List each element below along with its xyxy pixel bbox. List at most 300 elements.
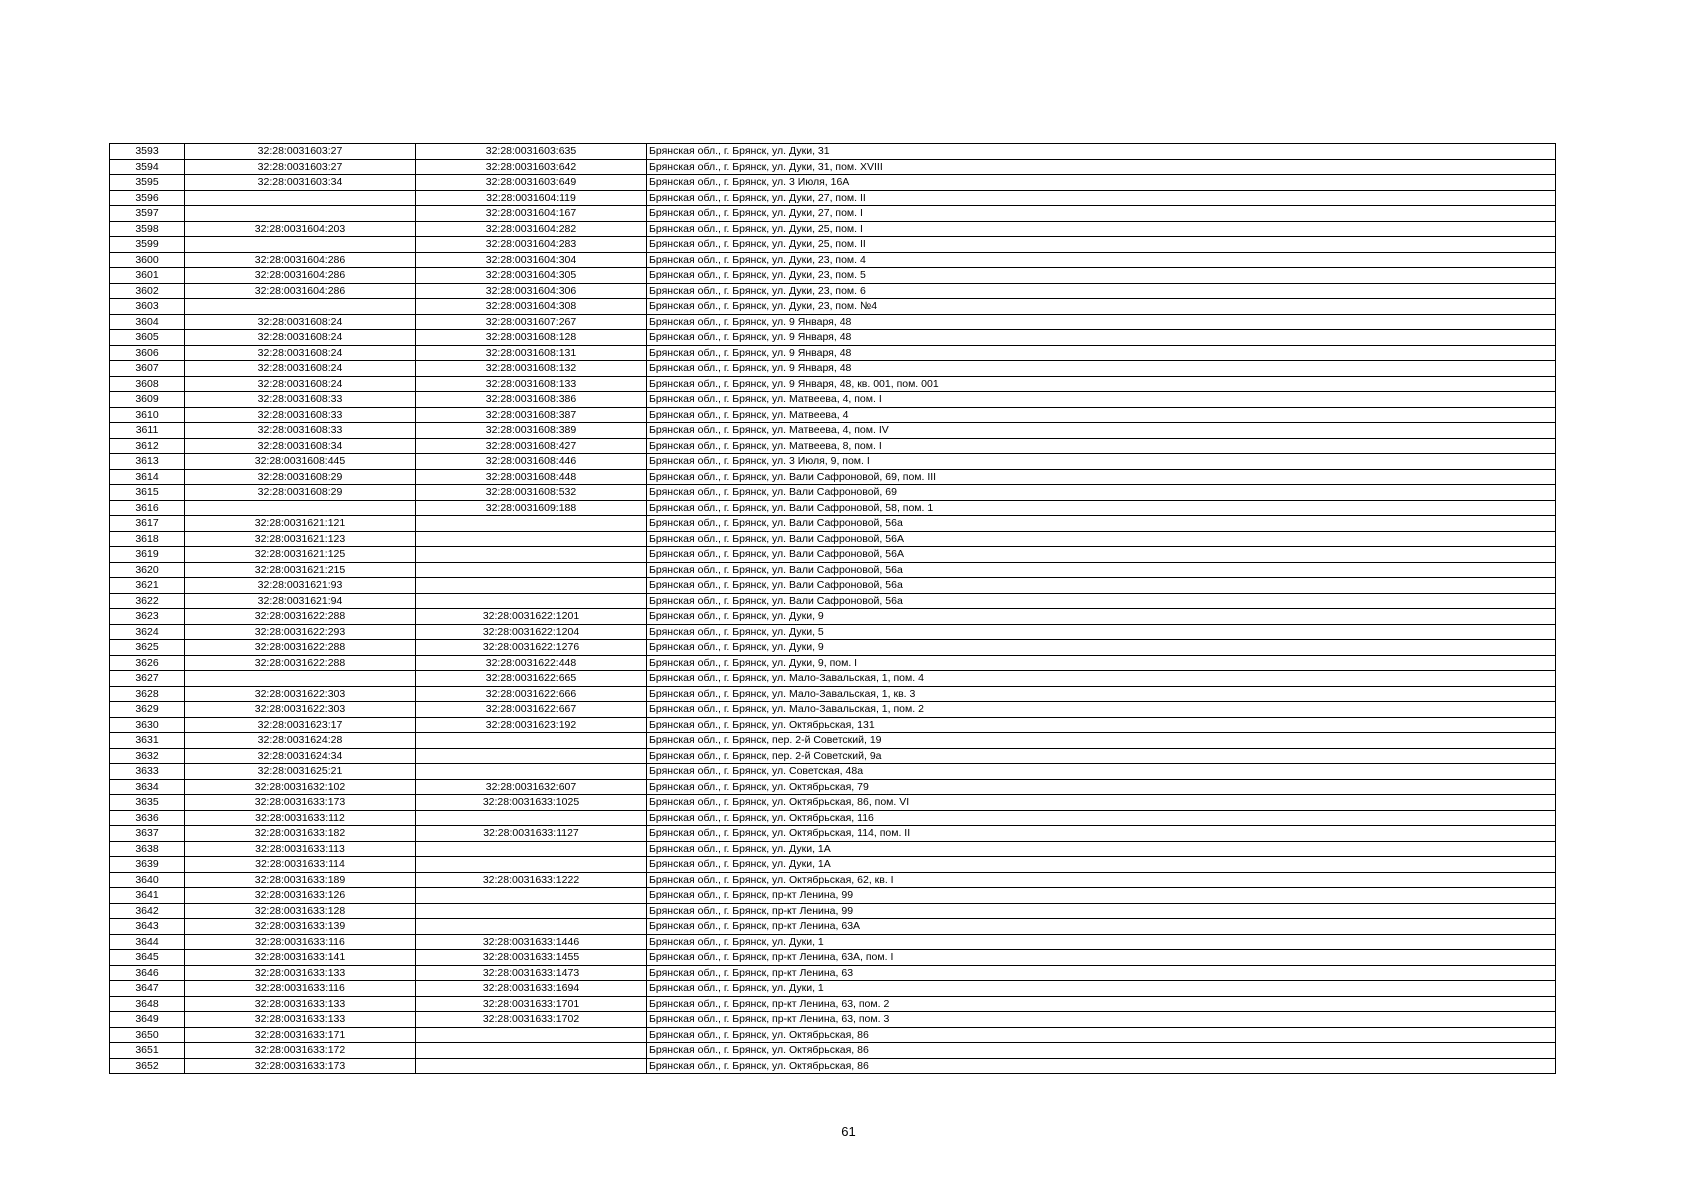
row-number-cell: 3640 <box>110 872 185 888</box>
address-cell: Брянская обл., г. Брянск, ул. 9 Января, 48 <box>647 345 1556 361</box>
table-row <box>110 826 1556 842</box>
table-row <box>110 547 1556 563</box>
object-cadastral-number-cell: 32:28:0031608:389 <box>416 423 647 439</box>
address-cell: Брянская обл., г. Брянск, пр-кт Ленина, 63, пом. 3 <box>647 1012 1556 1028</box>
address-cell: Брянская обл., г. Брянск, ул. Дуки, 9, пом. I <box>647 655 1556 671</box>
object-cadastral-number-cell <box>416 531 647 547</box>
object-cadastral-number-cell: 32:28:0031603:642 <box>416 159 647 175</box>
object-cadastral-number-cell <box>416 764 647 780</box>
object-cadastral-number-cell: 32:28:0031633:1446 <box>416 934 647 950</box>
land-cadastral-number-cell: 32:28:0031625:21 <box>185 764 416 780</box>
page-number: 61 <box>841 1124 856 1139</box>
object-cadastral-number-cell: 32:28:0031622:448 <box>416 655 647 671</box>
address-cell: Брянская обл., г. Брянск, ул. Дуки, 1А <box>647 841 1556 857</box>
address-cell: Брянская обл., г. Брянск, ул. Вали Сафроновой, 58, пом. 1 <box>647 500 1556 516</box>
object-cadastral-number-cell <box>416 888 647 904</box>
table-row <box>110 485 1556 501</box>
row-number-cell: 3642 <box>110 903 185 919</box>
object-cadastral-number-cell: 32:28:0031633:1701 <box>416 996 647 1012</box>
land-cadastral-number-cell: 32:28:0031633:128 <box>185 903 416 919</box>
address-cell: Брянская обл., г. Брянск, пр-кт Ленина, 63, пом. 2 <box>647 996 1556 1012</box>
table-row <box>110 190 1556 206</box>
object-cadastral-number-cell: 32:28:0031603:649 <box>416 175 647 191</box>
row-number-cell: 3647 <box>110 981 185 997</box>
row-number-cell: 3650 <box>110 1027 185 1043</box>
address-cell: Брянская обл., г. Брянск, ул. Дуки, 25, пом. I <box>647 221 1556 237</box>
object-cadastral-number-cell: 32:28:0031604:304 <box>416 252 647 268</box>
table-row <box>110 144 1556 160</box>
object-cadastral-number-cell: 32:28:0031622:1276 <box>416 640 647 656</box>
table-row <box>110 903 1556 919</box>
table-row <box>110 810 1556 826</box>
land-cadastral-number-cell: 32:28:0031608:24 <box>185 361 416 377</box>
table-row <box>110 454 1556 470</box>
address-cell: Брянская обл., г. Брянск, ул. Дуки, 31, пом. XVIII <box>647 159 1556 175</box>
object-cadastral-number-cell: 32:28:0031632:607 <box>416 779 647 795</box>
row-number-cell: 3621 <box>110 578 185 594</box>
land-cadastral-number-cell: 32:28:0031633:133 <box>185 965 416 981</box>
address-cell: Брянская обл., г. Брянск, ул. Дуки, 1 <box>647 934 1556 950</box>
row-number-cell: 3637 <box>110 826 185 842</box>
land-cadastral-number-cell: 32:28:0031633:133 <box>185 1012 416 1028</box>
table-row <box>110 717 1556 733</box>
row-number-cell: 3648 <box>110 996 185 1012</box>
land-cadastral-number-cell: 32:28:0031608:34 <box>185 438 416 454</box>
object-cadastral-number-cell: 32:28:0031604:119 <box>416 190 647 206</box>
table-row <box>110 252 1556 268</box>
address-cell: Брянская обл., г. Брянск, ул. Матвеева, 4, пом. I <box>647 392 1556 408</box>
land-cadastral-number-cell: 32:28:0031604:286 <box>185 252 416 268</box>
row-number-cell: 3595 <box>110 175 185 191</box>
land-cadastral-number-cell: 32:28:0031608:24 <box>185 314 416 330</box>
table-row <box>110 175 1556 191</box>
land-cadastral-number-cell: 32:28:0031603:27 <box>185 144 416 160</box>
table-row <box>110 407 1556 423</box>
object-cadastral-number-cell: 32:28:0031622:667 <box>416 702 647 718</box>
row-number-cell: 3599 <box>110 237 185 253</box>
row-number-cell: 3638 <box>110 841 185 857</box>
address-cell: Брянская обл., г. Брянск, ул. 9 Января, 48, кв. 001, пом. 001 <box>647 376 1556 392</box>
row-number-cell: 3620 <box>110 562 185 578</box>
object-cadastral-number-cell: 32:28:0031623:192 <box>416 717 647 733</box>
table-row <box>110 593 1556 609</box>
object-cadastral-number-cell <box>416 578 647 594</box>
land-cadastral-number-cell: 32:28:0031633:139 <box>185 919 416 935</box>
table-row <box>110 795 1556 811</box>
object-cadastral-number-cell <box>416 810 647 826</box>
land-cadastral-number-cell <box>185 299 416 315</box>
row-number-cell: 3606 <box>110 345 185 361</box>
table-row <box>110 655 1556 671</box>
land-cadastral-number-cell <box>185 500 416 516</box>
row-number-cell: 3615 <box>110 485 185 501</box>
address-cell: Брянская обл., г. Брянск, ул. Октябрьская, 86 <box>647 1058 1556 1074</box>
table-row <box>110 330 1556 346</box>
land-cadastral-number-cell: 32:28:0031622:303 <box>185 686 416 702</box>
land-cadastral-number-cell: 32:28:0031621:123 <box>185 531 416 547</box>
address-cell: Брянская обл., г. Брянск, ул. 9 Января, 48 <box>647 314 1556 330</box>
object-cadastral-number-cell: 32:28:0031608:532 <box>416 485 647 501</box>
object-cadastral-number-cell <box>416 841 647 857</box>
land-cadastral-number-cell: 32:28:0031633:172 <box>185 1043 416 1059</box>
table-row <box>110 733 1556 749</box>
address-cell: Брянская обл., г. Брянск, ул. Дуки, 23, пом. 5 <box>647 268 1556 284</box>
address-cell: Брянская обл., г. Брянск, ул. Вали Сафроновой, 56а <box>647 593 1556 609</box>
row-number-cell: 3641 <box>110 888 185 904</box>
address-cell: Брянская обл., г. Брянск, ул. Дуки, 23, пом. 4 <box>647 252 1556 268</box>
table-row <box>110 531 1556 547</box>
table-row <box>110 857 1556 873</box>
table-row <box>110 500 1556 516</box>
address-cell: Брянская обл., г. Брянск, ул. Октябрьская, 79 <box>647 779 1556 795</box>
land-cadastral-number-cell: 32:28:0031603:34 <box>185 175 416 191</box>
address-cell: Брянская обл., г. Брянск, ул. Дуки, 27, пом. II <box>647 190 1556 206</box>
row-number-cell: 3636 <box>110 810 185 826</box>
address-cell: Брянская обл., г. Брянск, ул. 9 Января, 48 <box>647 361 1556 377</box>
address-cell: Брянская обл., г. Брянск, ул. Мало-Завальская, 1, пом. 4 <box>647 671 1556 687</box>
row-number-cell: 3601 <box>110 268 185 284</box>
row-number-cell: 3635 <box>110 795 185 811</box>
object-cadastral-number-cell: 32:28:0031633:1473 <box>416 965 647 981</box>
address-cell: Брянская обл., г. Брянск, ул. Дуки, 9 <box>647 640 1556 656</box>
object-cadastral-number-cell: 32:28:0031608:131 <box>416 345 647 361</box>
land-cadastral-number-cell: 32:28:0031633:133 <box>185 996 416 1012</box>
address-cell: Брянская обл., г. Брянск, ул. Вали Сафроновой, 56а <box>647 516 1556 532</box>
object-cadastral-number-cell: 32:28:0031608:132 <box>416 361 647 377</box>
row-number-cell: 3624 <box>110 624 185 640</box>
object-cadastral-number-cell: 32:28:0031633:1127 <box>416 826 647 842</box>
row-number-cell: 3646 <box>110 965 185 981</box>
table-row <box>110 345 1556 361</box>
address-cell: Брянская обл., г. Брянск, ул. Дуки, 1 <box>647 981 1556 997</box>
table-row <box>110 438 1556 454</box>
object-cadastral-number-cell: 32:28:0031608:446 <box>416 454 647 470</box>
table-row <box>110 237 1556 253</box>
row-number-cell: 3643 <box>110 919 185 935</box>
object-cadastral-number-cell: 32:28:0031622:1201 <box>416 609 647 625</box>
address-cell: Брянская обл., г. Брянск, ул. Дуки, 5 <box>647 624 1556 640</box>
table-row <box>110 314 1556 330</box>
address-cell: Брянская обл., г. Брянск, пр-кт Ленина, 63А, пом. I <box>647 950 1556 966</box>
table-row <box>110 872 1556 888</box>
object-cadastral-number-cell: 32:28:0031604:305 <box>416 268 647 284</box>
table-row <box>110 516 1556 532</box>
land-cadastral-number-cell: 32:28:0031604:286 <box>185 268 416 284</box>
object-cadastral-number-cell: 32:28:0031608:133 <box>416 376 647 392</box>
object-cadastral-number-cell: 32:28:0031604:308 <box>416 299 647 315</box>
table-row <box>110 919 1556 935</box>
table-row <box>110 934 1556 950</box>
object-cadastral-number-cell: 32:28:0031622:665 <box>416 671 647 687</box>
land-cadastral-number-cell: 32:28:0031621:94 <box>185 593 416 609</box>
table-row <box>110 996 1556 1012</box>
table-row <box>110 376 1556 392</box>
row-number-cell: 3600 <box>110 252 185 268</box>
row-number-cell: 3617 <box>110 516 185 532</box>
land-cadastral-number-cell: 32:28:0031633:116 <box>185 934 416 950</box>
land-cadastral-number-cell: 32:28:0031622:288 <box>185 640 416 656</box>
table-row <box>110 562 1556 578</box>
land-cadastral-number-cell: 32:28:0031633:173 <box>185 795 416 811</box>
document-table-container <box>109 143 1555 1074</box>
address-cell: Брянская обл., г. Брянск, ул. Вали Сафроновой, 69, пом. III <box>647 469 1556 485</box>
row-number-cell: 3607 <box>110 361 185 377</box>
table-row <box>110 950 1556 966</box>
address-cell: Брянская обл., г. Брянск, ул. Вали Сафроновой, 56а <box>647 562 1556 578</box>
land-cadastral-number-cell: 32:28:0031621:125 <box>185 547 416 563</box>
land-cadastral-number-cell: 32:28:0031622:303 <box>185 702 416 718</box>
object-cadastral-number-cell <box>416 1027 647 1043</box>
table-row <box>110 779 1556 795</box>
object-cadastral-number-cell <box>416 733 647 749</box>
table-row <box>110 671 1556 687</box>
table-row <box>110 764 1556 780</box>
object-cadastral-number-cell: 32:28:0031633:1455 <box>416 950 647 966</box>
object-cadastral-number-cell: 32:28:0031633:1702 <box>416 1012 647 1028</box>
address-cell: Брянская обл., г. Брянск, ул. Матвеева, 4, пом. IV <box>647 423 1556 439</box>
address-cell: Брянская обл., г. Брянск, пер. 2-й Советский, 9а <box>647 748 1556 764</box>
object-cadastral-number-cell <box>416 1043 647 1059</box>
object-cadastral-number-cell: 32:28:0031633:1694 <box>416 981 647 997</box>
address-cell: Брянская обл., г. Брянск, ул. Вали Сафроновой, 56А <box>647 547 1556 563</box>
row-number-cell: 3610 <box>110 407 185 423</box>
land-cadastral-number-cell: 32:28:0031623:17 <box>185 717 416 733</box>
object-cadastral-number-cell: 32:28:0031622:1204 <box>416 624 647 640</box>
land-cadastral-number-cell: 32:28:0031608:445 <box>185 454 416 470</box>
row-number-cell: 3631 <box>110 733 185 749</box>
table-row <box>110 1058 1556 1074</box>
object-cadastral-number-cell: 32:28:0031608:386 <box>416 392 647 408</box>
address-cell: Брянская обл., г. Брянск, ул. Дуки, 31 <box>647 144 1556 160</box>
address-cell: Брянская обл., г. Брянск, ул. Матвеева, 8, пом. I <box>647 438 1556 454</box>
table-row <box>110 469 1556 485</box>
row-number-cell: 3652 <box>110 1058 185 1074</box>
land-cadastral-number-cell: 32:28:0031608:33 <box>185 407 416 423</box>
row-number-cell: 3618 <box>110 531 185 547</box>
table-row <box>110 965 1556 981</box>
object-cadastral-number-cell: 32:28:0031608:128 <box>416 330 647 346</box>
row-number-cell: 3605 <box>110 330 185 346</box>
address-cell: Брянская обл., г. Брянск, пр-кт Ленина, 63 <box>647 965 1556 981</box>
row-number-cell: 3594 <box>110 159 185 175</box>
land-cadastral-number-cell: 32:28:0031621:121 <box>185 516 416 532</box>
table-row <box>110 748 1556 764</box>
table-row <box>110 159 1556 175</box>
land-cadastral-number-cell: 32:28:0031633:126 <box>185 888 416 904</box>
row-number-cell: 3603 <box>110 299 185 315</box>
land-cadastral-number-cell: 32:28:0031608:29 <box>185 485 416 501</box>
address-cell: Брянская обл., г. Брянск, ул. Дуки, 27, пом. I <box>647 206 1556 222</box>
table-row <box>110 268 1556 284</box>
table-row <box>110 1043 1556 1059</box>
row-number-cell: 3629 <box>110 702 185 718</box>
address-cell: Брянская обл., г. Брянск, ул. Октябрьская, 62, кв. I <box>647 872 1556 888</box>
land-cadastral-number-cell: 32:28:0031604:286 <box>185 283 416 299</box>
land-cadastral-number-cell: 32:28:0031622:288 <box>185 609 416 625</box>
table-row <box>110 578 1556 594</box>
object-cadastral-number-cell: 32:28:0031604:306 <box>416 283 647 299</box>
table-row <box>110 1027 1556 1043</box>
land-cadastral-number-cell <box>185 190 416 206</box>
land-cadastral-number-cell: 32:28:0031622:293 <box>185 624 416 640</box>
object-cadastral-number-cell <box>416 547 647 563</box>
address-cell: Брянская обл., г. Брянск, ул. 3 Июля, 16А <box>647 175 1556 191</box>
address-cell: Брянская обл., г. Брянск, ул. 9 Января, 48 <box>647 330 1556 346</box>
row-number-cell: 3612 <box>110 438 185 454</box>
table-row <box>110 841 1556 857</box>
object-cadastral-number-cell: 32:28:0031604:283 <box>416 237 647 253</box>
object-cadastral-number-cell: 32:28:0031607:267 <box>416 314 647 330</box>
table-row <box>110 206 1556 222</box>
address-cell: Брянская обл., г. Брянск, ул. Октябрьская, 114, пом. II <box>647 826 1556 842</box>
row-number-cell: 3608 <box>110 376 185 392</box>
table-row <box>110 609 1556 625</box>
row-number-cell: 3627 <box>110 671 185 687</box>
land-cadastral-number-cell: 32:28:0031608:33 <box>185 392 416 408</box>
table-row <box>110 702 1556 718</box>
land-cadastral-number-cell: 32:28:0031603:27 <box>185 159 416 175</box>
address-cell: Брянская обл., г. Брянск, ул. 3 Июля, 9, пом. I <box>647 454 1556 470</box>
land-cadastral-number-cell <box>185 671 416 687</box>
row-number-cell: 3622 <box>110 593 185 609</box>
object-cadastral-number-cell <box>416 857 647 873</box>
object-cadastral-number-cell <box>416 903 647 919</box>
object-cadastral-number-cell: 32:28:0031622:666 <box>416 686 647 702</box>
row-number-cell: 3604 <box>110 314 185 330</box>
object-cadastral-number-cell: 32:28:0031604:167 <box>416 206 647 222</box>
object-cadastral-number-cell: 32:28:0031608:387 <box>416 407 647 423</box>
land-cadastral-number-cell: 32:28:0031624:28 <box>185 733 416 749</box>
table-row <box>110 221 1556 237</box>
row-number-cell: 3645 <box>110 950 185 966</box>
row-number-cell: 3644 <box>110 934 185 950</box>
row-number-cell: 3639 <box>110 857 185 873</box>
address-cell: Брянская обл., г. Брянск, пр-кт Ленина, 99 <box>647 903 1556 919</box>
row-number-cell: 3626 <box>110 655 185 671</box>
land-cadastral-number-cell: 32:28:0031608:29 <box>185 469 416 485</box>
row-number-cell: 3593 <box>110 144 185 160</box>
address-cell: Брянская обл., г. Брянск, ул. Советская, 48а <box>647 764 1556 780</box>
land-cadastral-number-cell: 32:28:0031608:24 <box>185 345 416 361</box>
cadastral-table <box>109 143 1556 1074</box>
object-cadastral-number-cell: 32:28:0031608:448 <box>416 469 647 485</box>
row-number-cell: 3613 <box>110 454 185 470</box>
table-row <box>110 686 1556 702</box>
address-cell: Брянская обл., г. Брянск, ул. Дуки, 23, пом. №4 <box>647 299 1556 315</box>
address-cell: Брянская обл., г. Брянск, ул. Дуки, 23, пом. 6 <box>647 283 1556 299</box>
land-cadastral-number-cell: 32:28:0031633:171 <box>185 1027 416 1043</box>
table-row <box>110 624 1556 640</box>
object-cadastral-number-cell <box>416 516 647 532</box>
address-cell: Брянская обл., г. Брянск, ул. Октябрьская, 86 <box>647 1027 1556 1043</box>
address-cell: Брянская обл., г. Брянск, пр-кт Ленина, 99 <box>647 888 1556 904</box>
address-cell: Брянская обл., г. Брянск, ул. Дуки, 1А <box>647 857 1556 873</box>
land-cadastral-number-cell: 32:28:0031633:173 <box>185 1058 416 1074</box>
land-cadastral-number-cell: 32:28:0031604:203 <box>185 221 416 237</box>
row-number-cell: 3598 <box>110 221 185 237</box>
address-cell: Брянская обл., г. Брянск, ул. Дуки, 25, пом. II <box>647 237 1556 253</box>
address-cell: Брянская обл., г. Брянск, ул. Мало-Завальская, 1, кв. 3 <box>647 686 1556 702</box>
row-number-cell: 3611 <box>110 423 185 439</box>
row-number-cell: 3596 <box>110 190 185 206</box>
address-cell: Брянская обл., г. Брянск, ул. Октябрьская, 86, пом. VI <box>647 795 1556 811</box>
table-row <box>110 392 1556 408</box>
address-cell: Брянская обл., г. Брянск, ул. Вали Сафроновой, 69 <box>647 485 1556 501</box>
land-cadastral-number-cell: 32:28:0031608:24 <box>185 330 416 346</box>
object-cadastral-number-cell <box>416 748 647 764</box>
land-cadastral-number-cell: 32:28:0031624:34 <box>185 748 416 764</box>
land-cadastral-number-cell: 32:28:0031633:189 <box>185 872 416 888</box>
table-row <box>110 1012 1556 1028</box>
object-cadastral-number-cell: 32:28:0031609:188 <box>416 500 647 516</box>
object-cadastral-number-cell <box>416 919 647 935</box>
table-body <box>110 144 1556 1074</box>
object-cadastral-number-cell <box>416 593 647 609</box>
land-cadastral-number-cell: 32:28:0031621:93 <box>185 578 416 594</box>
row-number-cell: 3633 <box>110 764 185 780</box>
address-cell: Брянская обл., г. Брянск, ул. Октябрьская, 131 <box>647 717 1556 733</box>
object-cadastral-number-cell: 32:28:0031603:635 <box>416 144 647 160</box>
row-number-cell: 3602 <box>110 283 185 299</box>
land-cadastral-number-cell: 32:28:0031633:114 <box>185 857 416 873</box>
address-cell: Брянская обл., г. Брянск, пер. 2-й Советский, 19 <box>647 733 1556 749</box>
address-cell: Брянская обл., г. Брянск, ул. Матвеева, 4 <box>647 407 1556 423</box>
table-row <box>110 299 1556 315</box>
object-cadastral-number-cell: 32:28:0031633:1025 <box>416 795 647 811</box>
land-cadastral-number-cell <box>185 206 416 222</box>
row-number-cell: 3634 <box>110 779 185 795</box>
land-cadastral-number-cell: 32:28:0031622:288 <box>185 655 416 671</box>
address-cell: Брянская обл., г. Брянск, ул. Октябрьская, 116 <box>647 810 1556 826</box>
land-cadastral-number-cell: 32:28:0031633:116 <box>185 981 416 997</box>
object-cadastral-number-cell: 32:28:0031604:282 <box>416 221 647 237</box>
row-number-cell: 3609 <box>110 392 185 408</box>
address-cell: Брянская обл., г. Брянск, ул. Мало-Завальская, 1, пом. 2 <box>647 702 1556 718</box>
row-number-cell: 3651 <box>110 1043 185 1059</box>
land-cadastral-number-cell: 32:28:0031621:215 <box>185 562 416 578</box>
row-number-cell: 3625 <box>110 640 185 656</box>
row-number-cell: 3614 <box>110 469 185 485</box>
row-number-cell: 3632 <box>110 748 185 764</box>
row-number-cell: 3630 <box>110 717 185 733</box>
table-row <box>110 283 1556 299</box>
row-number-cell: 3628 <box>110 686 185 702</box>
object-cadastral-number-cell: 32:28:0031608:427 <box>416 438 647 454</box>
table-row <box>110 888 1556 904</box>
address-cell: Брянская обл., г. Брянск, ул. Вали Сафроновой, 56А <box>647 531 1556 547</box>
address-cell: Брянская обл., г. Брянск, ул. Вали Сафроновой, 56а <box>647 578 1556 594</box>
object-cadastral-number-cell <box>416 562 647 578</box>
land-cadastral-number-cell: 32:28:0031632:102 <box>185 779 416 795</box>
row-number-cell: 3623 <box>110 609 185 625</box>
row-number-cell: 3616 <box>110 500 185 516</box>
land-cadastral-number-cell: 32:28:0031633:113 <box>185 841 416 857</box>
land-cadastral-number-cell: 32:28:0031633:112 <box>185 810 416 826</box>
table-row <box>110 423 1556 439</box>
object-cadastral-number-cell <box>416 1058 647 1074</box>
table-row <box>110 361 1556 377</box>
land-cadastral-number-cell: 32:28:0031633:182 <box>185 826 416 842</box>
land-cadastral-number-cell: 32:28:0031608:24 <box>185 376 416 392</box>
table-row <box>110 640 1556 656</box>
table-row <box>110 981 1556 997</box>
land-cadastral-number-cell: 32:28:0031633:141 <box>185 950 416 966</box>
row-number-cell: 3649 <box>110 1012 185 1028</box>
address-cell: Брянская обл., г. Брянск, ул. Октябрьская, 86 <box>647 1043 1556 1059</box>
address-cell: Брянская обл., г. Брянск, ул. Дуки, 9 <box>647 609 1556 625</box>
row-number-cell: 3597 <box>110 206 185 222</box>
land-cadastral-number-cell <box>185 237 416 253</box>
